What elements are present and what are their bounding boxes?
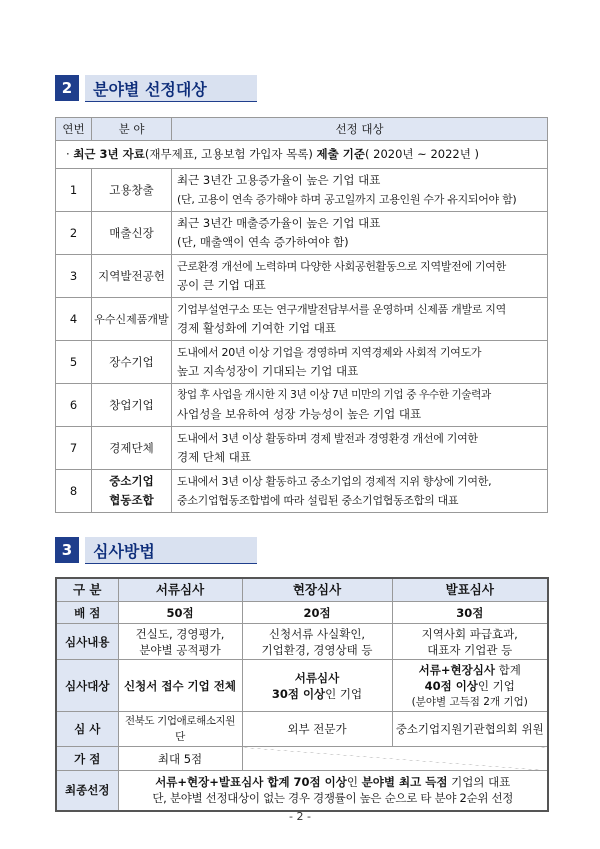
bonus-label: 가 점 (56, 747, 118, 771)
row-desc (172, 427, 548, 470)
table-row (56, 384, 548, 427)
row-desc (172, 384, 548, 427)
pres-score: 30점 (392, 602, 548, 624)
row-field: 경제단체 (92, 427, 172, 470)
table-row (56, 298, 548, 341)
desc-line: 경제 단체 대표 (177, 450, 251, 464)
field-line: 협동조합 (109, 493, 154, 507)
row-no: 3 (56, 255, 92, 298)
field-line: 중소기업 (109, 474, 154, 488)
desc-line: 높고 지속성장이 기대되는 기업 대표 (177, 364, 359, 378)
header-site-review: 현장심사 (242, 578, 392, 602)
section-3-heading (55, 537, 257, 563)
table-row (56, 427, 548, 470)
bonus-value: 최대 5점 (118, 747, 242, 771)
table-row (56, 255, 548, 298)
row-field: 지역발전공헌 (92, 255, 172, 298)
review-method-table (55, 577, 549, 812)
target-label: 심사대상 (56, 660, 118, 712)
row-desc (172, 341, 548, 384)
site-content (242, 624, 392, 660)
pres-target (392, 660, 548, 712)
section-number: 3 (55, 537, 79, 563)
doc-content (118, 624, 242, 660)
desc-line: 도내에서 3년 이상 활동하고 중소기업의 경제적 지위 향상에 기여한, (177, 475, 492, 488)
bold-text: 30점 이상 (271, 686, 326, 701)
bold-text: 서류+현장+발표심사 합계 70점 이상 (155, 775, 347, 790)
site-target (242, 660, 392, 712)
final-label: 최종선정 (56, 771, 118, 811)
table-row (56, 470, 548, 513)
site-examiner: 외부 전문가 (242, 712, 392, 747)
text: 인 기업 (477, 678, 515, 693)
row-field: 고용창출 (92, 169, 172, 212)
row-desc (172, 169, 548, 212)
score-label: 배 점 (56, 602, 118, 624)
text-line: (분야별 고득점 2개 기업) (411, 695, 528, 708)
bold-text: 분야별 최고 득점 (361, 775, 448, 790)
row-field: 장수기업 (92, 341, 172, 384)
row-field: 우수신제품개발 (92, 298, 172, 341)
section-number: 2 (55, 75, 79, 101)
criteria-years: ( 2020년 ~ 2022년 ) (365, 147, 479, 161)
section-title: 분야별 선정대상 (85, 75, 257, 101)
text: 합계 (494, 662, 521, 677)
bold-text: 40점 이상 (424, 678, 478, 693)
section-2-heading (55, 75, 257, 101)
row-no: 6 (56, 384, 92, 427)
text-line: 지역사회 파급효과, (421, 626, 518, 641)
blank-cell (242, 747, 548, 771)
text: 기업의 대표 (447, 775, 511, 790)
desc-line: (단, 매출액이 연속 증가하여야 함) (177, 235, 349, 249)
pres-content (392, 624, 548, 660)
text-line: 건실도, 경영평가, (135, 626, 225, 641)
row-no: 4 (56, 298, 92, 341)
text: 인 (346, 775, 362, 790)
desc-line: 창업 후 사업을 개시한 지 3년 이상 7년 미만의 기업 중 우수한 기술력과 (177, 389, 491, 401)
header-field: 분 야 (92, 118, 172, 141)
row-desc (172, 212, 548, 255)
row-desc (172, 255, 548, 298)
site-score: 20점 (242, 602, 392, 624)
text-line: 기업환경, 경영상태 등 (261, 642, 373, 657)
text-line: 대표자 기업관 등 (427, 642, 513, 657)
text-line: 신청서류 사실확인, (268, 626, 366, 641)
text-line: 분야별 공적평가 (139, 642, 221, 657)
row-no: 2 (56, 212, 92, 255)
table-row (56, 169, 548, 212)
criteria-bullet: · (66, 147, 70, 161)
doc-target: 신청서 접수 기업 전체 (118, 660, 242, 712)
desc-line: (단, 고용이 연속 증가해야 하며 공고일까지 고용인원 수가 유지되어야 함) (177, 193, 517, 206)
row-no: 8 (56, 470, 92, 513)
text: 인 기업 (325, 686, 363, 701)
row-desc (172, 298, 548, 341)
row-no: 1 (56, 169, 92, 212)
row-no: 7 (56, 427, 92, 470)
row-no: 5 (56, 341, 92, 384)
criteria-period: 최근 3년 자료 (73, 147, 145, 161)
table-row (56, 341, 548, 384)
criteria-row (56, 141, 548, 169)
desc-line: 공이 큰 기업 대표 (177, 278, 266, 292)
desc-line: 중소기업협동조합법에 따라 설립된 중소기업협동조합의 대표 (177, 494, 459, 507)
page-number: - 2 - (289, 810, 311, 823)
content-label: 심사내용 (56, 624, 118, 660)
header-no: 연번 (56, 118, 92, 141)
row-desc (172, 470, 548, 513)
text-line: 서류심사 (294, 670, 340, 685)
bold-text: 서류+현장심사 (418, 662, 495, 677)
desc-line: 최근 3년간 매출증가율이 높은 기업 대표 (177, 216, 381, 230)
selection-target-table (55, 117, 548, 513)
title-underline (85, 101, 257, 102)
header-target: 선정 대상 (172, 118, 548, 141)
desc-line: 근로환경 개선에 노력하며 다양한 사회공헌활동으로 지역발전에 기여한 (177, 260, 506, 273)
section-title: 심사방법 (85, 537, 257, 563)
row-field: 매출신장 (92, 212, 172, 255)
desc-line: 기업부설연구소 또는 연구개발전담부서를 운영하며 신제품 개발로 지역 (177, 303, 506, 316)
desc-line: 도내에서 3년 이상 활동하며 경제 발전과 경영환경 개선에 기여한 (177, 432, 478, 445)
final-selection (118, 771, 548, 811)
table-row (56, 212, 548, 255)
criteria-basis: 제출 기준 (316, 147, 365, 161)
row-field: 창업기업 (92, 384, 172, 427)
row-field (92, 470, 172, 513)
examiner-label: 심 사 (56, 712, 118, 747)
doc-score: 50점 (118, 602, 242, 624)
criteria-docs: (재무제표, 고용보험 가입자 목록) (144, 147, 313, 161)
desc-line: 최근 3년간 고용증가율이 높은 기업 대표 (177, 173, 381, 187)
text-line: 단, 분야별 선정대상이 없는 경우 경쟁률이 높은 순으로 타 분야 2순위 선정 (152, 791, 514, 806)
title-underline (85, 563, 257, 564)
desc-line: 경제 활성화에 기여한 기업 대표 (177, 321, 337, 335)
header-doc-review: 서류심사 (118, 578, 242, 602)
pres-examiner: 중소기업지원기관협의회 위원 (392, 712, 548, 747)
header-category: 구 분 (56, 578, 118, 602)
desc-line: 사업성을 보유하여 성장 가능성이 높은 기업 대표 (177, 407, 422, 421)
doc-examiner: 전북도 기업애로해소지원단 (118, 712, 242, 747)
header-presentation-review: 발표심사 (392, 578, 548, 602)
desc-line: 도내에서 20년 이상 기업을 경영하며 지역경제와 사회적 기여도가 (177, 346, 482, 359)
